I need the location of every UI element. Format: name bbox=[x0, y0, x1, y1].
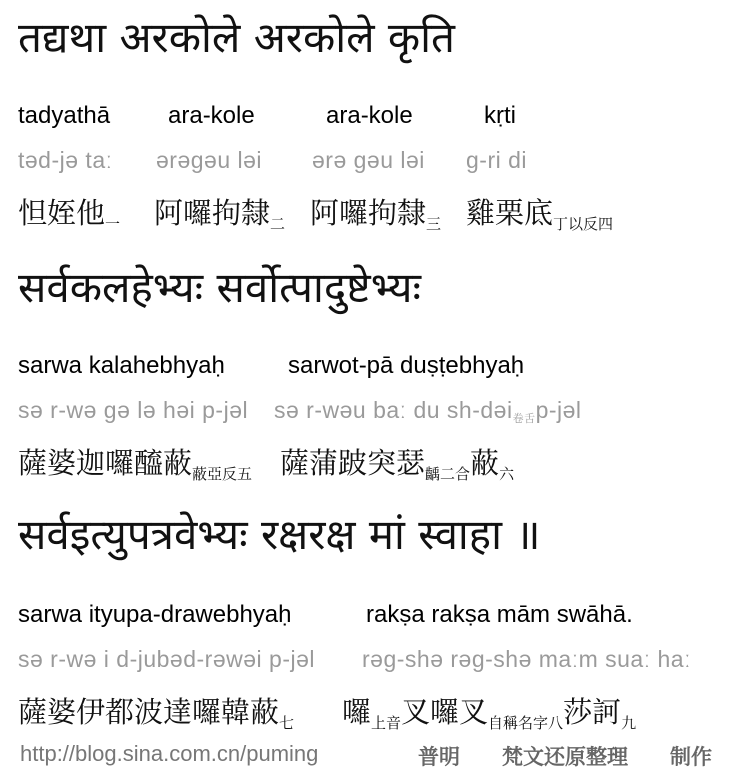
roman-word: ara-kole bbox=[168, 102, 255, 129]
footer-url[interactable]: http://blog.sina.com.cn/puming bbox=[20, 741, 319, 766]
roman-line-3 bbox=[18, 601, 718, 631]
devanagari-line-3: सर्वइत्युपत्रवेभ्यः रक्षरक्ष मां स्वाहा ॥ bbox=[18, 510, 541, 559]
ipa-word: sə r-wə gə lə həi p-jəl bbox=[18, 397, 249, 423]
han-phrase: 阿囉拘隸$_三$ bbox=[310, 196, 442, 233]
roman-word: tadyathā bbox=[18, 102, 111, 129]
roman-word: sarwot-pā duṣṭebhyaḥ bbox=[288, 352, 525, 379]
roman-word: ara-kole bbox=[326, 102, 413, 129]
han-line-3 bbox=[18, 690, 728, 730]
devanagari-line-1: तद्यथा अरकोले अरकोले कृति bbox=[18, 13, 455, 62]
roman-word: sarwa ityupa-drawebhyaḥ bbox=[18, 601, 292, 628]
roman-word: sarwa kalahebhyaḥ bbox=[18, 352, 225, 379]
ipa-word: sə r-wəu baː du sh-dəi卷舌p-jəl bbox=[274, 397, 582, 425]
han-line-2 bbox=[18, 441, 728, 481]
devanagari-line-2: सर्वकलहेभ्यः सर्वोत्पादुष्टेभ्यः bbox=[18, 263, 422, 312]
ipa-line-2 bbox=[18, 397, 718, 427]
footer-author: 普明 bbox=[418, 744, 460, 769]
ipa-line-1 bbox=[18, 147, 718, 177]
ipa-word: g-ri di bbox=[466, 147, 528, 173]
ipa-line-3 bbox=[18, 646, 728, 676]
roman-word: kṛti bbox=[484, 102, 516, 129]
han-phrase: 阿囉拘隸$_二$ bbox=[154, 196, 286, 233]
han-phrase: 怛姪他$_一$ bbox=[18, 196, 121, 233]
roman-line-1 bbox=[18, 102, 718, 132]
han-line-1 bbox=[18, 191, 728, 231]
roman-line-2 bbox=[18, 352, 718, 382]
han-phrase: 薩婆迦囉醯蔽$_{蔽亞反五}$ bbox=[18, 446, 253, 483]
ipa-word: ərə gəu ləi bbox=[312, 147, 425, 173]
han-phrase: 囉$_{上音}$叉囉叉$_{自稱名字八}$莎訶$_九$ bbox=[342, 695, 637, 732]
footer-credit-made: 制作 bbox=[670, 744, 712, 769]
ipa-word: ərəgəu ləi bbox=[156, 147, 263, 173]
footer-credit-role: 梵文还原整理 bbox=[502, 744, 628, 769]
han-phrase: 雞栗底$_{丁以反四}$ bbox=[466, 196, 614, 233]
roman-word: rakṣa rakṣa mām swāhā. bbox=[366, 601, 633, 628]
han-phrase: 薩蒲跛突瑟$_{齲二合}$蔽$_六$ bbox=[280, 446, 515, 483]
ipa-word: sə r-wə i d-jubəd-rəwəi p-jəl bbox=[18, 646, 315, 672]
ipa-word: təd-jə taː bbox=[18, 147, 113, 173]
han-phrase: 薩婆伊都波達囉韓蔽$_七$ bbox=[18, 695, 295, 732]
ipa-word: rəg-shə rəg-shə maːm suaː haː bbox=[362, 646, 691, 672]
